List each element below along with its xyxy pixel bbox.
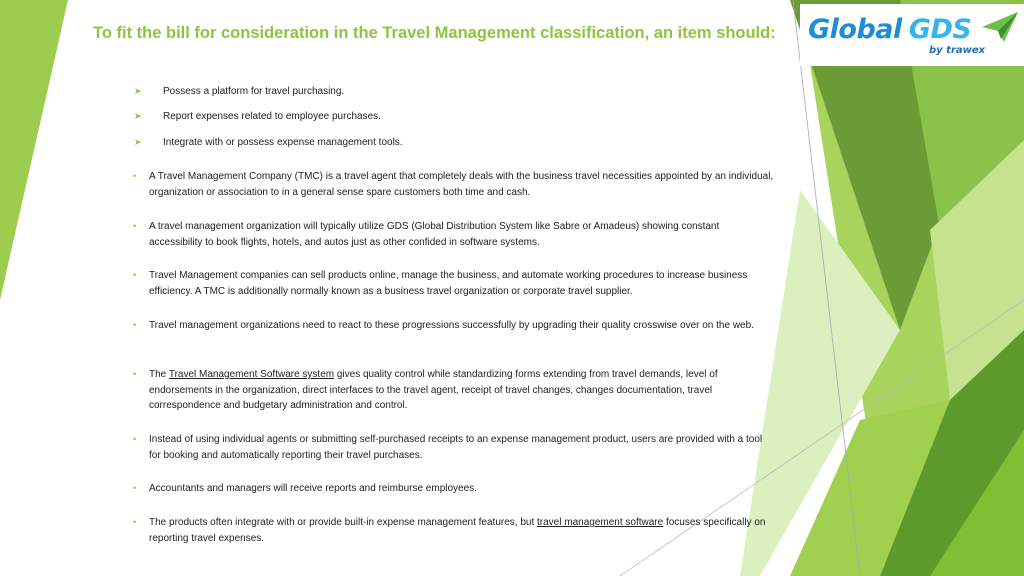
- arrow-item-2: [134, 109, 783, 125]
- bullet-dot-icon: •: [133, 483, 137, 493]
- bullet-dot-icon: •: [133, 171, 137, 181]
- arrow-item-3: [134, 135, 783, 151]
- arrow-bullet-icon: ➤: [134, 111, 142, 121]
- logo-word-gds: GDS: [908, 14, 972, 45]
- bullet-item-3: [133, 268, 774, 299]
- bullet-text: Travel Management companies can sell products online, manage the business, and automate working procedures to increase business efficiency. A TMC is additionally normally known as a business travel organization or corporate travel supplier.: [149, 270, 748, 297]
- arrow-item-text: Integrate with or possess expense management tools.: [163, 137, 403, 148]
- logo-tagline: by trawex: [929, 45, 986, 56]
- bullet-dot-icon: •: [133, 320, 137, 330]
- bullet-item-8: [133, 515, 774, 546]
- bullet-item-4: [133, 318, 774, 334]
- arrow-bullet-icon: ➤: [134, 86, 142, 96]
- bullet-text: A travel management organization will typically utilize GDS (Global Distribution System like Sabre or Amadeus) showing constant accessibility to book flights, hotels, and autos just as other confided in software systems.: [149, 221, 720, 248]
- bullet-dot-icon: •: [133, 270, 137, 280]
- bullet-text: A Travel Management Company (TMC) is a travel agent that completely deals with the business travel necessities appointed by an individual, organization or association to in a general sense spare customers both time and cash.: [149, 171, 774, 198]
- bullet-item-2: [133, 219, 774, 250]
- slide-title: To fit the bill for consideration in the Travel Management classification, an item should:: [93, 24, 776, 42]
- bullet-text-after: focuses specifically on reporting travel expenses.: [149, 517, 766, 544]
- bullet-text-before: The products often integrate with or provide built-in expense management features, but: [149, 517, 538, 528]
- arrow-item-text: Possess a platform for travel purchasing.: [163, 86, 345, 97]
- bullet-item-5: [133, 367, 774, 414]
- bullet-dot-icon: •: [133, 517, 137, 527]
- bullet-text: Instead of using individual agents or submitting self-purchased receipts to an expense management product, users are provided with a tool for booking and automatically reporting their travel purchases.: [149, 434, 763, 461]
- travel-management-software-link[interactable]: travel management software: [537, 517, 664, 528]
- bullet-text: Accountants and managers will receive reports and reimburse employees.: [149, 483, 477, 494]
- bullet-text-before: The: [149, 369, 169, 380]
- bullet-item-1: [133, 169, 774, 200]
- logo-word-global: Global: [808, 14, 902, 45]
- arrow-bullet-icon: ➤: [134, 137, 142, 147]
- arrow-item-1: [134, 84, 783, 100]
- arrow-item-text: Report expenses related to employee purchases.: [163, 111, 381, 122]
- bullet-dot-icon: •: [133, 369, 137, 379]
- travel-management-software-system-link[interactable]: Travel Management Software system: [168, 369, 335, 380]
- bullet-dot-icon: •: [133, 221, 137, 231]
- bullet-dot-icon: •: [133, 434, 137, 444]
- bullet-item-6: [133, 432, 774, 463]
- bullet-text: Travel management organizations need to react to these progressions successfully by upgrading their quality crosswise over on the web.: [149, 320, 754, 331]
- bullet-item-7: [133, 481, 774, 497]
- bullet-text-after: gives quality control while standardizing forms extending from travel demands, level of endorsements in the organization, direct interfaces to the travel agent, receipt of travel changes, changes documentation, travel correspondence and budgetary administration and control.: [149, 369, 718, 411]
